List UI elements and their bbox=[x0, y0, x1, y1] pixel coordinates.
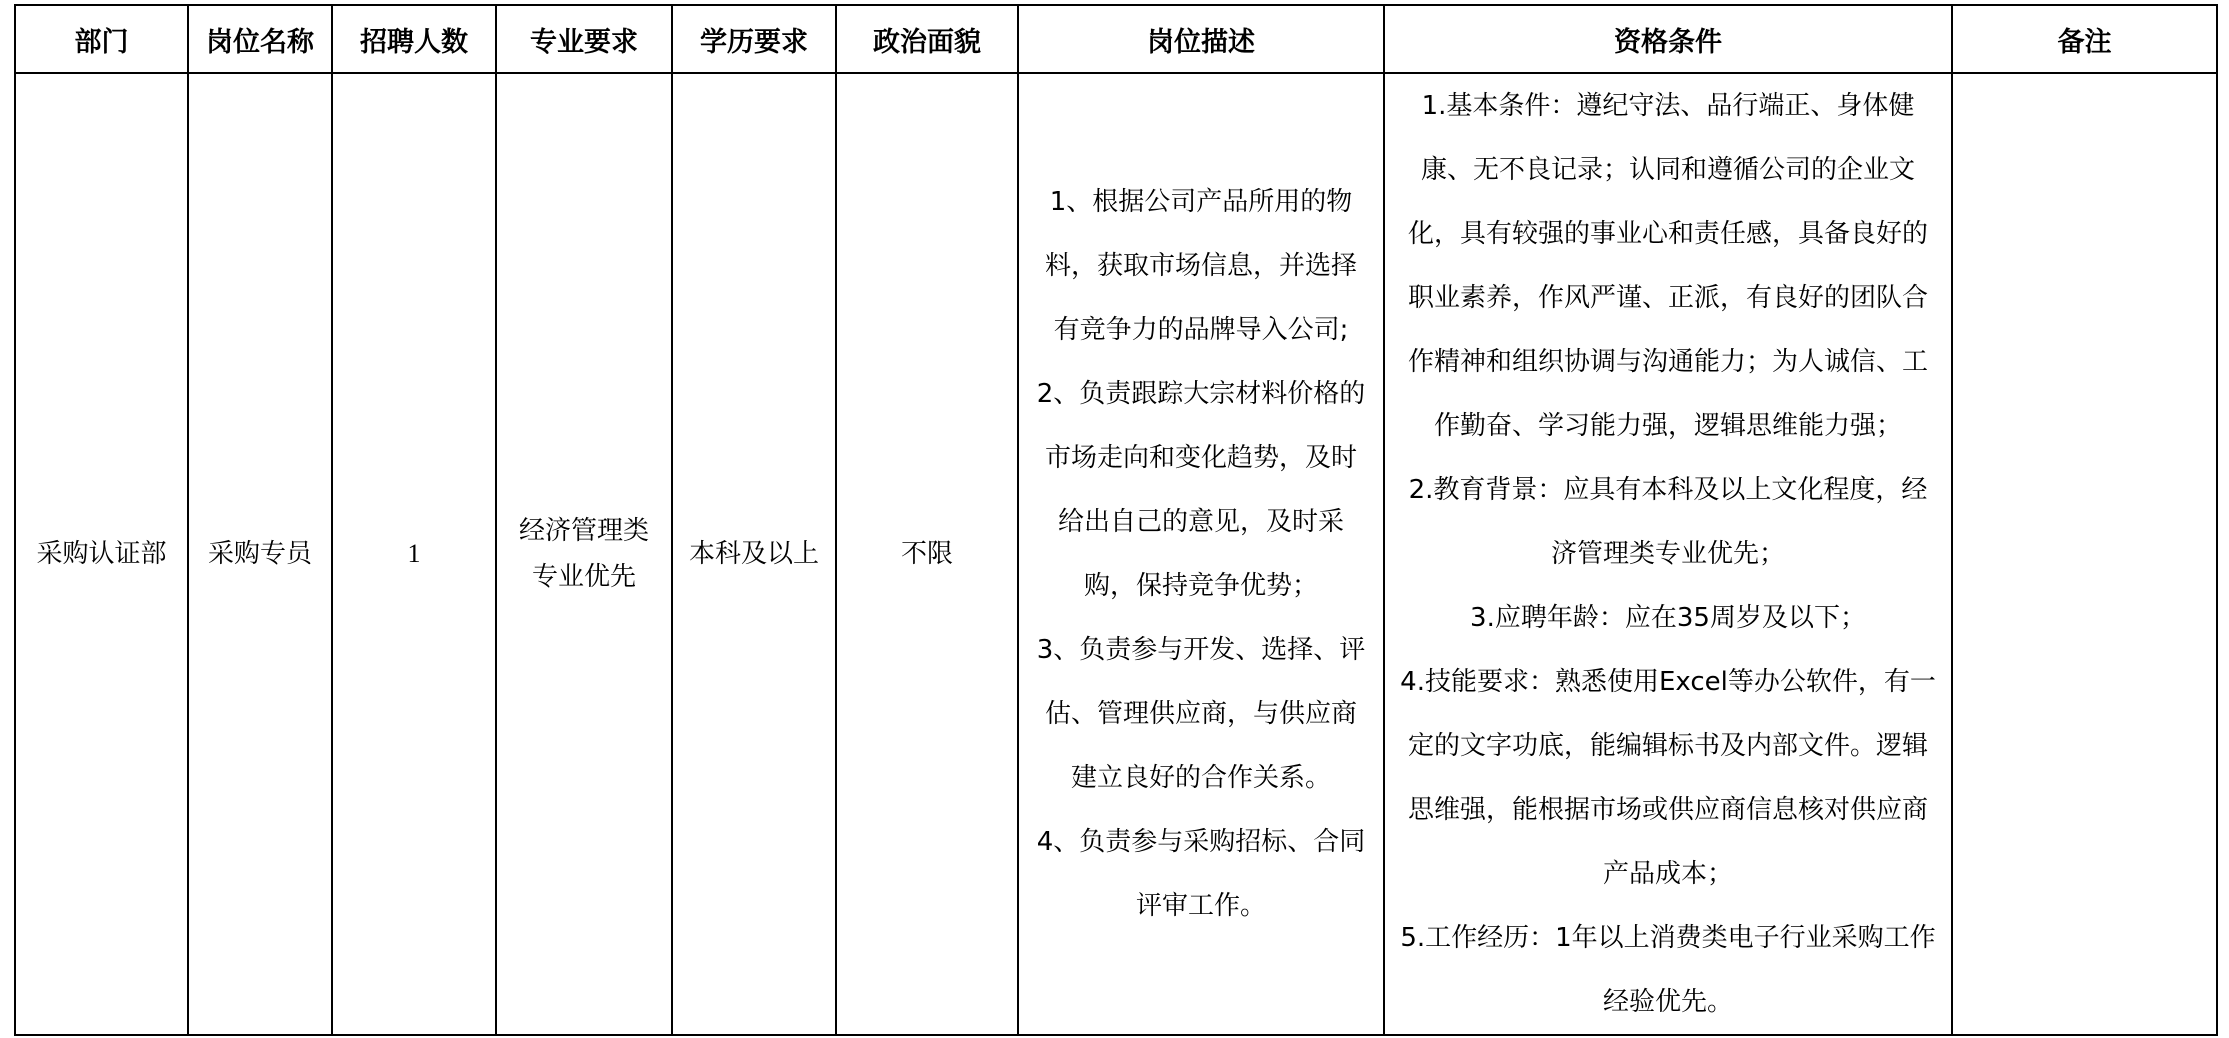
header-remarks: 备注 bbox=[1952, 5, 2217, 73]
table-row bbox=[15, 73, 2217, 1035]
cell-position: 采购专员 bbox=[188, 73, 332, 1035]
cell-education: 本科及以上 bbox=[672, 73, 836, 1035]
cell-political-status: 不限 bbox=[836, 73, 1018, 1035]
cell-department: 采购认证部 bbox=[15, 73, 188, 1035]
cell-qualifications bbox=[1384, 73, 1952, 1035]
qualification-item: 2.教育背景：应具有本科及以上文化程度，经济管理类专业优先； bbox=[1408, 475, 1928, 569]
qualification-item: 5.工作经历：1年以上消费类电子行业采购工作经验优先。 bbox=[1400, 923, 1936, 1017]
cell-major: 经济管理类专业优先 bbox=[496, 73, 672, 1035]
description-item: 4、负责参与采购招标、合同评审工作。 bbox=[1036, 827, 1366, 921]
qualification-item: 1.基本条件：遵纪守法、品行端正、身体健康、无不良记录；认同和遵循公司的企业文化，具有较强的事业心和责任感，具备良好的职业素养，作风严谨、正派，有良好的团队合作精神和组织协调与沟通能力；为人诚信、工作勤奋、学习能力强，逻辑思维能力强； bbox=[1407, 91, 1928, 441]
header-headcount: 招聘人数 bbox=[332, 5, 496, 73]
header-political-status: 政治面貌 bbox=[836, 5, 1018, 73]
description-item: 1、根据公司产品所用的物料，获取市场信息，并选择有竞争力的品牌导入公司; bbox=[1044, 187, 1357, 345]
header-department: 部门 bbox=[15, 5, 188, 73]
qualification-item: 3.应聘年龄：应在35周岁及以下； bbox=[1470, 603, 1866, 633]
cell-remarks bbox=[1952, 73, 2217, 1035]
header-position: 岗位名称 bbox=[188, 5, 332, 73]
header-education: 学历要求 bbox=[672, 5, 836, 73]
cell-description bbox=[1018, 73, 1384, 1035]
description-item: 2、负责跟踪大宗材料价格的市场走向和变化趋势，及时给出自己的意见，及时采购，保持竞争优势； bbox=[1036, 379, 1366, 601]
cell-headcount: 1 bbox=[332, 73, 496, 1035]
header-major: 专业要求 bbox=[496, 5, 672, 73]
description-item: 3、负责参与开发、选择、评估、管理供应商，与供应商建立良好的合作关系。 bbox=[1036, 635, 1366, 793]
qualification-item: 4.技能要求：熟悉使用Excel等办公软件，有一定的文字功底，能编辑标书及内部文件。逻辑思维强，能根据市场或供应商信息核对供应商产品成本； bbox=[1400, 667, 1936, 889]
job-posting-table bbox=[14, 4, 2218, 1036]
header-description: 岗位描述 bbox=[1018, 5, 1384, 73]
header-qualifications: 资格条件 bbox=[1384, 5, 1952, 73]
header-row bbox=[15, 5, 2217, 73]
